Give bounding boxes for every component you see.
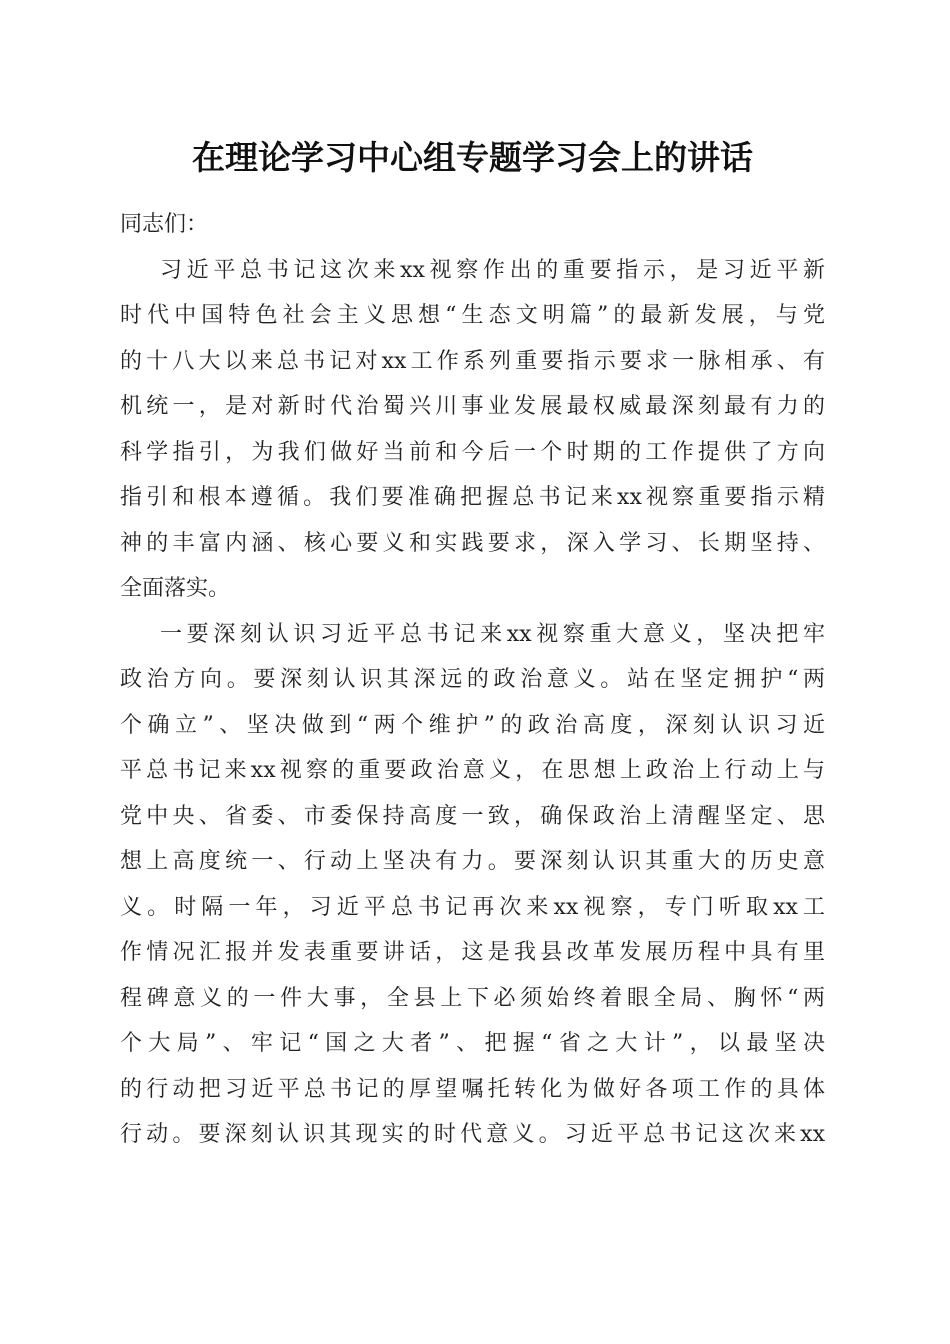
text-line: 作情况汇报并发表重要讲话，这是我县改革发展历程中具有里 — [120, 940, 825, 965]
text-line: 机统一，是对新时代治蜀兴川事业发展最权威最深刻最有力的 — [120, 394, 825, 419]
text-line: 的行动把习近平总书记的厚望嘱托转化为做好各项工作的具体 — [120, 1076, 825, 1102]
document-body — [120, 202, 825, 1158]
text-line: 同志们： — [120, 212, 209, 237]
text-line: 义。时隔一年，习近平总书记再次来xx视察，专门听取xx工 — [120, 894, 825, 920]
text-line: 行动。要深刻认识其现实的时代意义。习近平总书记这次来xx — [120, 1122, 825, 1147]
text-line: 平总书记来xx视察的重要政治意义，在思想上政治上行动上与 — [120, 758, 825, 783]
text-line: 的十八大以来总书记对xx工作系列重要指示要求一脉相承、有 — [120, 348, 825, 374]
text-line: 个大局”、牢记“国之大者”、把握“省之大计”，以最坚决 — [120, 1031, 825, 1056]
text-line: 时代中国特色社会主义思想“生态文明篇”的最新发展，与党 — [120, 303, 825, 328]
text-line: 全面落实。 — [120, 576, 231, 601]
text-line: 神的丰富内涵、核心要义和实践要求，深入学习、长期坚持、 — [120, 530, 825, 556]
text-line: 程碑意义的一件大事，全县上下必须始终着眼全局、胸怀“两 — [120, 985, 825, 1011]
text-line: 个确立”、坚决做到“两个维护”的政治高度，深刻认识习近 — [120, 712, 825, 738]
text-line: 指引和根本遵循。我们要准确把握总书记来xx视察重要指示精 — [120, 485, 825, 510]
text-line: 一要深刻认识习近平总书记来xx视察重大意义，坚决把牢 — [160, 621, 825, 647]
text-line: 党中央、省委、市委保持高度一致，确保政治上清醒坚定、思 — [120, 803, 825, 829]
document-title: 在理论学习中心组专题学习会上的讲话 — [192, 138, 753, 177]
text-line: 习近平总书记这次来xx视察作出的重要指示，是习近平新 — [160, 257, 825, 283]
text-line: 科学指引，为我们做好当前和今后一个时期的工作提供了方向 — [120, 439, 825, 465]
text-line: 想上高度统一、行动上坚决有力。要深刻认识其重大的历史意 — [120, 849, 825, 874]
text-line: 政治方向。要深刻认识其深远的政治意义。站在坚定拥护“两 — [120, 667, 825, 692]
